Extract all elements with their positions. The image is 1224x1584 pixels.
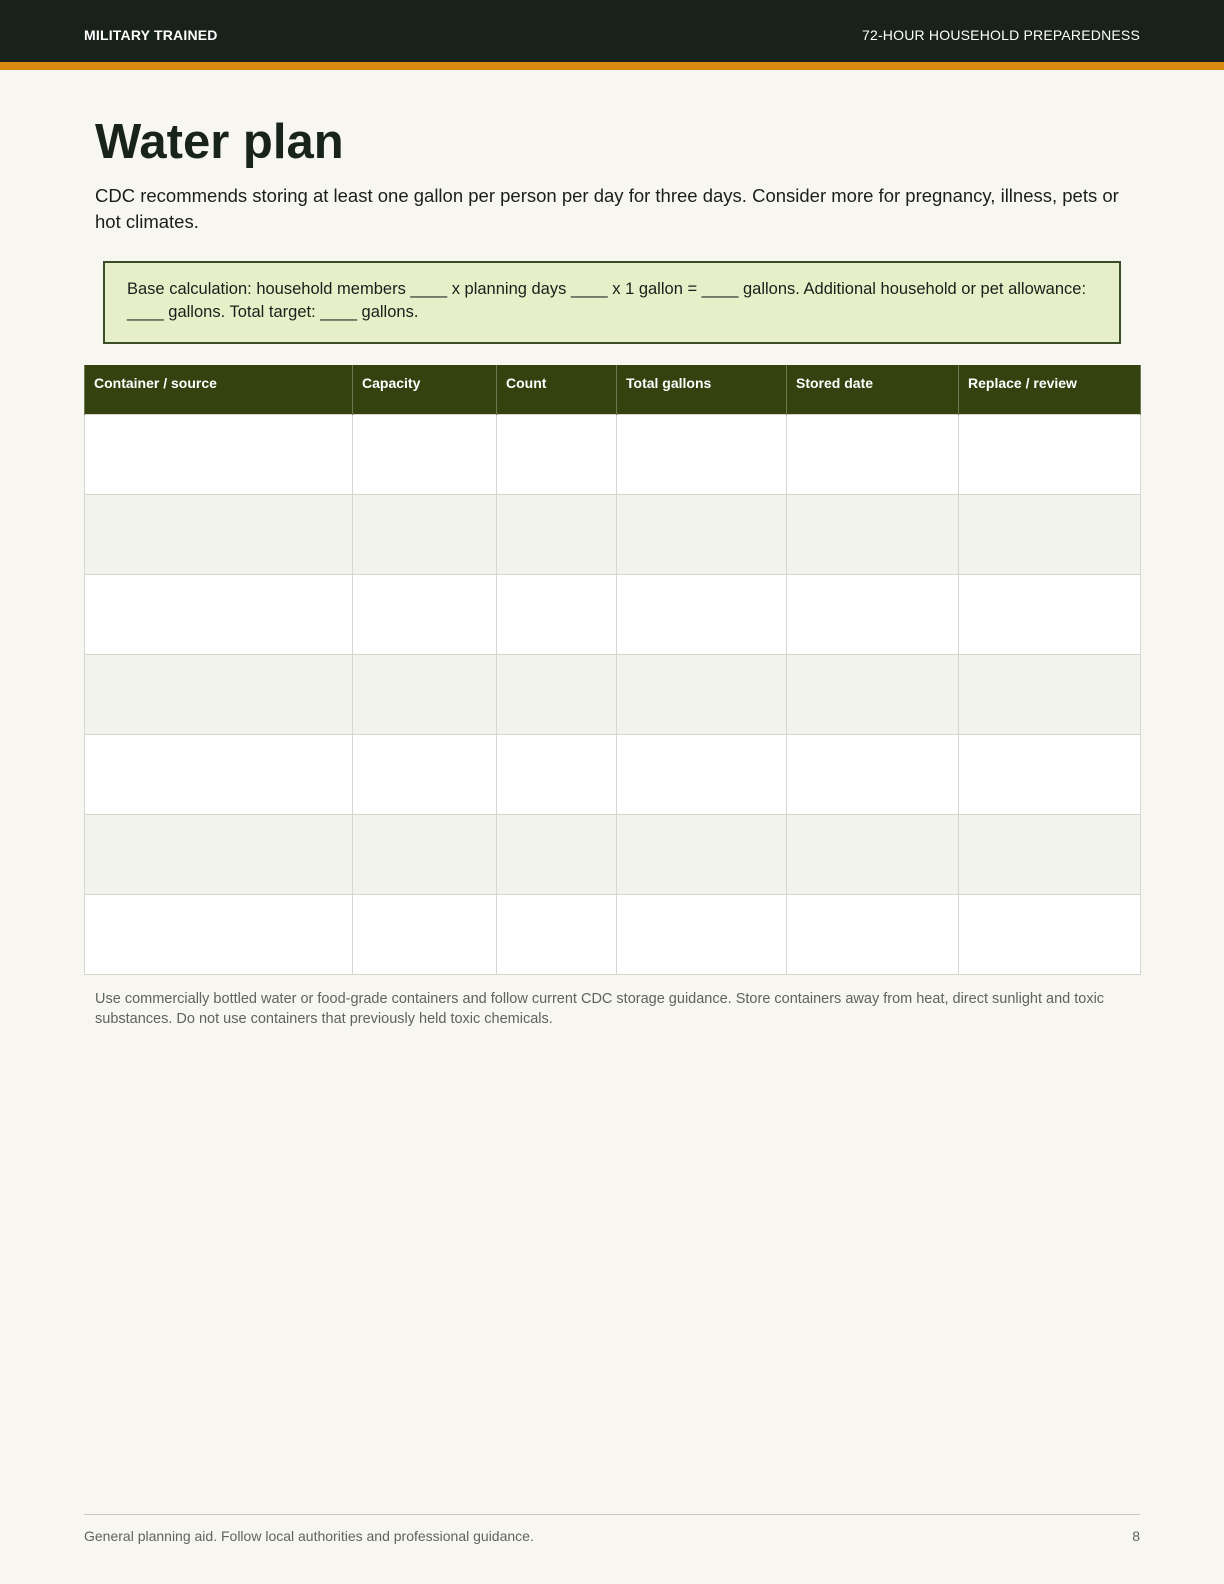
table-cell[interactable]	[497, 414, 617, 494]
column-header-capacity: Capacity	[353, 365, 497, 414]
table-cell[interactable]	[497, 574, 617, 654]
table-cell[interactable]	[353, 654, 497, 734]
table-cell[interactable]	[85, 894, 353, 974]
table-cell[interactable]	[617, 894, 787, 974]
table-cell[interactable]	[787, 894, 959, 974]
page-number: 8	[1132, 1528, 1140, 1544]
table-cell[interactable]	[497, 654, 617, 734]
brand-name: MILITARY TRAINED	[84, 27, 218, 43]
table-cell[interactable]	[617, 654, 787, 734]
table-row	[85, 414, 1141, 494]
table-cell[interactable]	[787, 494, 959, 574]
table-cell[interactable]	[353, 574, 497, 654]
table-cell[interactable]	[85, 574, 353, 654]
table-cell[interactable]	[617, 574, 787, 654]
intro-paragraph: CDC recommends storing at least one gallon per person per day for three days. Consider more for pregnancy, illness, pets or hot climates.	[95, 185, 1119, 232]
table-cell[interactable]	[497, 494, 617, 574]
column-header-container-source: Container / source	[85, 365, 353, 414]
base-calculation-callout: Base calculation: household members ____ x planning days ____ x 1 gallon = ____ gallons. Additional household or pet allowance: ____ gallons. Total target: ____ gallons.	[103, 261, 1121, 344]
table-cell[interactable]	[353, 734, 497, 814]
table-cell[interactable]	[353, 494, 497, 574]
page-title: Water plan	[95, 115, 344, 169]
table-cell[interactable]	[617, 734, 787, 814]
table-row	[85, 574, 1141, 654]
table-cell[interactable]	[617, 494, 787, 574]
table-row	[85, 494, 1141, 574]
table-row	[85, 734, 1141, 814]
footer-divider	[84, 1514, 1140, 1515]
table-cell[interactable]	[787, 574, 959, 654]
table-cell[interactable]	[959, 814, 1141, 894]
table-cell[interactable]	[959, 414, 1141, 494]
table-cell[interactable]	[787, 654, 959, 734]
table-cell[interactable]	[959, 574, 1141, 654]
table-row	[85, 814, 1141, 894]
top-header-bar	[0, 0, 1224, 70]
storage-guidance-note: Use commercially bottled water or food-grade containers and follow current CDC storage guidance. Store containers away from heat, direct sunlight and toxic substances. Do not use containers that previously held toxic chemicals.	[95, 991, 1105, 1027]
document-title: 72-HOUR HOUSEHOLD PREPAREDNESS	[861, 27, 1140, 43]
table-cell[interactable]	[959, 654, 1141, 734]
column-header-total-gallons: Total gallons	[617, 365, 787, 414]
column-header-count: Count	[497, 365, 617, 414]
footer-disclaimer: General planning aid. Follow local authorities and professional guidance.	[84, 1528, 534, 1544]
table-cell[interactable]	[497, 894, 617, 974]
column-header-stored-date: Stored date	[787, 365, 959, 414]
table-row	[85, 654, 1141, 734]
table-cell[interactable]	[787, 414, 959, 494]
table-cell[interactable]	[497, 734, 617, 814]
table-cell[interactable]	[85, 494, 353, 574]
table-cell[interactable]	[353, 814, 497, 894]
table-header-row	[85, 365, 1141, 414]
table-cell[interactable]	[787, 814, 959, 894]
table-cell[interactable]	[85, 734, 353, 814]
table-cell[interactable]	[617, 414, 787, 494]
water-plan-table	[84, 365, 1141, 975]
column-header-replace-review: Replace / review	[959, 365, 1141, 414]
table-cell[interactable]	[617, 814, 787, 894]
table-cell[interactable]	[353, 894, 497, 974]
table-cell[interactable]	[959, 494, 1141, 574]
table-row	[85, 894, 1141, 974]
table-cell[interactable]	[353, 414, 497, 494]
table-cell[interactable]	[497, 814, 617, 894]
table-cell[interactable]	[85, 814, 353, 894]
table-cell[interactable]	[959, 734, 1141, 814]
table-cell[interactable]	[85, 654, 353, 734]
table-cell[interactable]	[787, 734, 959, 814]
table-cell[interactable]	[959, 894, 1141, 974]
table-cell[interactable]	[85, 414, 353, 494]
